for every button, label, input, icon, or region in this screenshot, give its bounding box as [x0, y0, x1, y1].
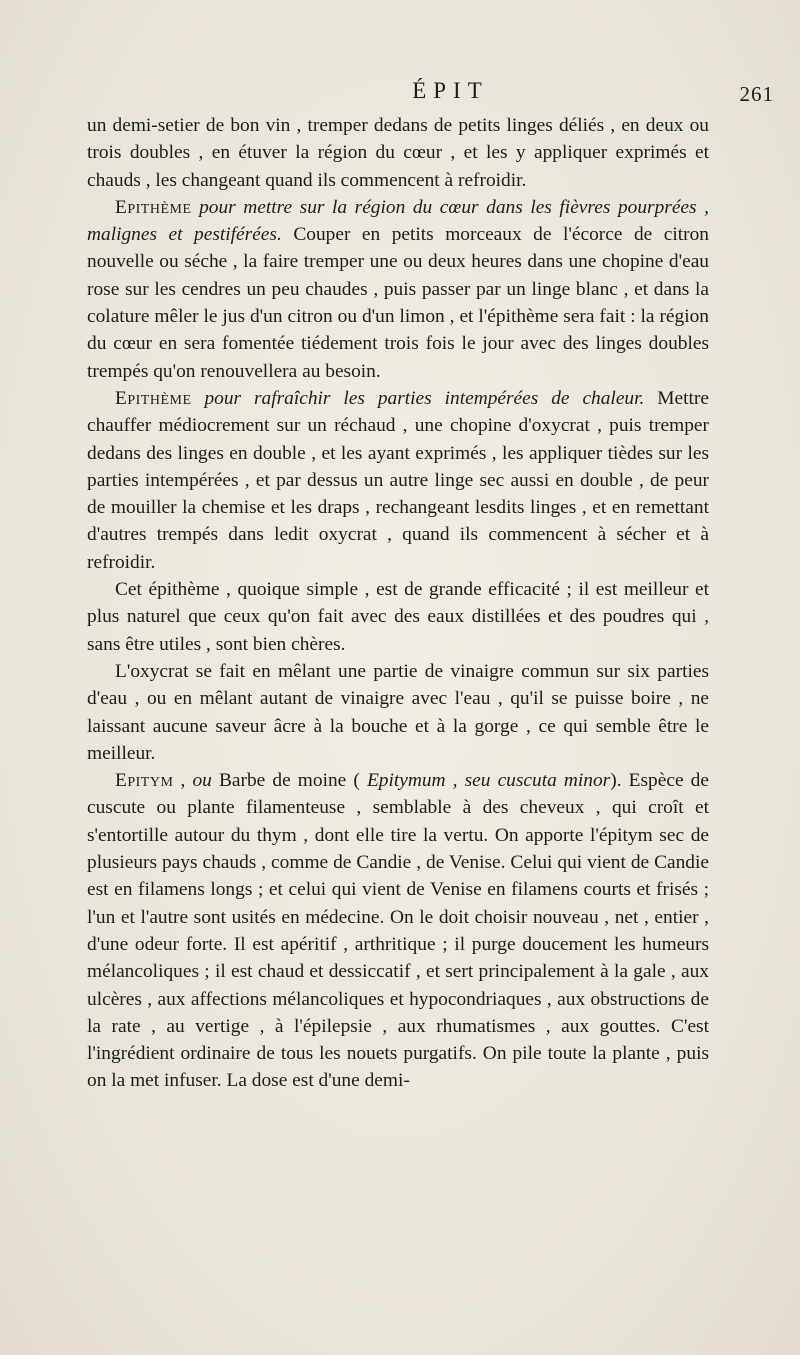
paragraph-efficacite — [87, 576, 709, 658]
paragraph-text: un demi-setier de bon vin , tremper dedans de petits linges déliés , en deux ou trois doubles , en étuver la région du cœur , et les y appliquer exprimés et chauds , les changeant quand ils commencent à refroidir. — [87, 115, 709, 191]
paragraph-text: Cet épithème , quoique simple , est de grande efficacité ; il est meilleur et plus naturel que ceux qu'on fait avec des eaux distillées et des poudres qui , sans être utiles , sont bien chères. — [87, 579, 709, 655]
entry-text: Couper en petits morceaux de l'écorce de citron nouvelle ou séche , la faire tremper une ou deux heures dans une chopine d'eau rose sur les cendres un peu chaudes , puis passer par un linge blanc , et dans la colature mêler le jus d'un citron ou d'un limon , et l'épithème sera fait : la région du cœur en sera fomentée tiédement trois fois le jour avec des linges doubles trempés qu'on renouvellera au besoin. — [87, 224, 709, 382]
page-body — [87, 112, 709, 1095]
entry-synonym: Barbe de moine ( — [218, 770, 360, 792]
paragraph-oxycrat — [87, 658, 709, 767]
entry-epitym — [87, 767, 709, 1095]
entry-text: Mettre chauffer médiocrement sur un réchaud , une chopine d'oxycrat , puis tremper dedans des linges en double , et les ayant exprimés , les appliquer tièdes sur les parties intempérées , et par dessus un autre linge sec aussi en double , de peur de mouiller la chemise et les draps , rechangeant lesdits linges , et en remettant d'autres trempés dans ledit oxycrat , quand ils commencent à sécher et à refroidir. — [87, 387, 709, 573]
entry-synonym-close: ). — [610, 770, 622, 792]
page-number: 261 — [739, 82, 774, 106]
entry-epitheme-rafraichir — [87, 385, 709, 576]
entry-text: Espèce de cuscute ou plante filamenteuse , semblable à des cheveux , qui croît et s'entortille autour du thym , dont elle tire la vertu. On apporte l'épitym sec de plusieurs pays chauds , comme de Candie , de Venise. Celui qui vient de Candie est en filamens longs ; et celui qui vient de Venise en filamens courts et frisés ; l'un et l'autre sont usités en médecine. On le doit choisir nouveau , net , entier , d'une odeur forte. Il est apéritif , arthritique ; il purge doucement les humeurs mélancoliques ; il est chaud et dessiccatif , et sert principalement à la gale , aux ulcères , aux affections mélancoliques et hypocondriaques , aux obstructions de la rate , au vertige , à l'épilepsie , aux rhumatismes , aux gouttes. C'est l'ingrédient ordinaire de tous les nouets purgatifs. On pile toute la plante , puis on la met infuser. La dose est d'une demi- — [87, 770, 709, 1092]
paragraph-continuation — [87, 112, 709, 194]
entry-epitheme-coeur — [87, 194, 709, 385]
entry-headword: Epitym — [115, 770, 174, 792]
paragraph-text: L'oxycrat se fait en mêlant une partie de vinaigre commun sur six parties d'eau , ou en mêlant autant de vinaigre avec l'eau , qu'il se puisse boire , ne laissant aucune saveur âcre à la bouche et à la gorge , ce qui semble être le meilleur. — [87, 660, 709, 764]
running-head: ÉPIT — [412, 78, 489, 103]
entry-headword: Epithème — [115, 196, 192, 218]
entry-separator: , — [180, 770, 186, 792]
entry-title: pour mettre sur la région du cœur dans les fièvres pourprées , malignes et pestiférées. — [87, 196, 709, 246]
entry-latin-name: Epitymum , seu cuscuta minor — [366, 770, 611, 792]
entry-title: pour rafraîchir les parties intempérées de chaleur. — [204, 387, 645, 409]
entry-headword: Epithème — [115, 387, 192, 409]
entry-or-word: ou — [192, 770, 212, 792]
page-header — [87, 78, 774, 108]
